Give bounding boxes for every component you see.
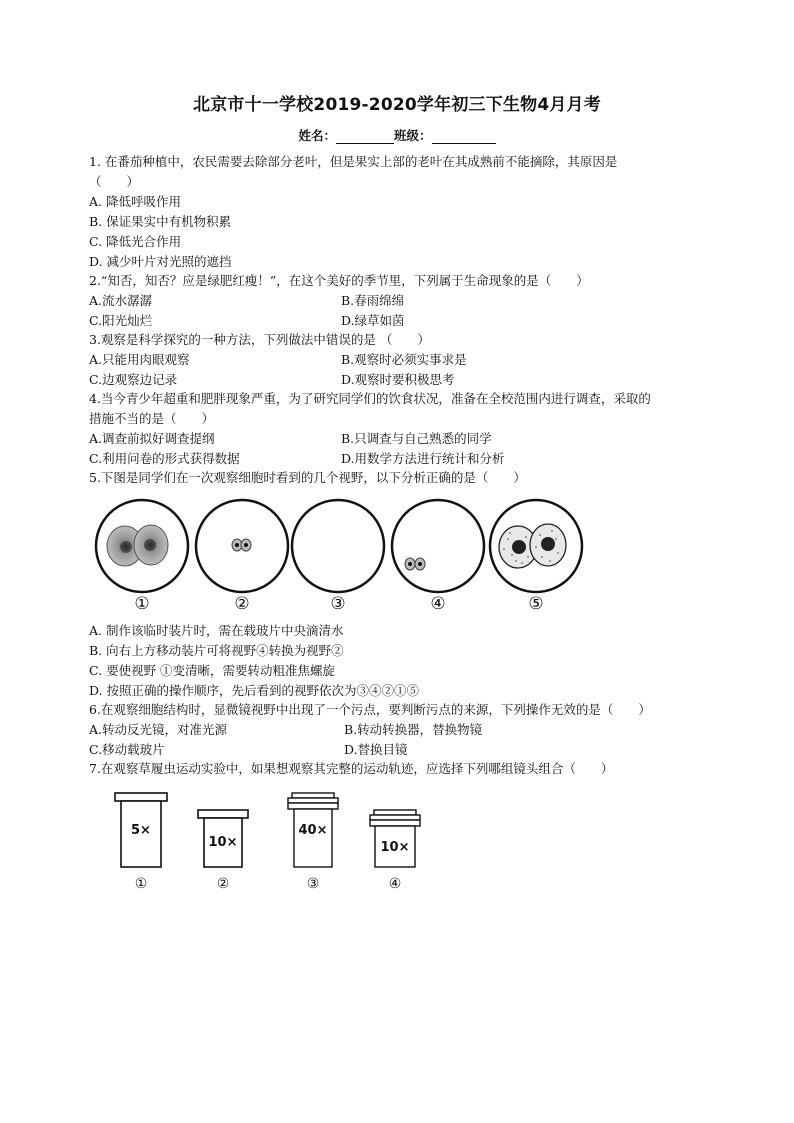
q3-option-a: A.只能用肉眼观察 [89,352,190,367]
q5-option-a: A. 制作该临时装片时，需在载玻片中央滴清水 [89,623,344,638]
q3-option-b: B.观察时必须实事求是 [341,352,467,367]
q1-option-d: D. 减少叶片对光照的遮挡 [89,254,232,269]
q6-option-c: C.移动载玻片 [89,742,165,757]
name-blank[interactable] [336,129,394,144]
q4-stem: 4.当今青少年超重和肥胖现象严重，为了研究同学们的饮食状况，准备在全校范围内进行调查，采取的 [89,391,651,406]
lens-2-label: ② [216,876,230,892]
view-3-empty [292,500,384,592]
lens-3-magnification: 40× [298,823,328,838]
lens-4-magnification: 10× [380,840,410,855]
page-title: 北京市十一学校2019-2020学年初三下生物4月月考 [193,95,601,115]
q4-stem-cont: 措施不当的是（ ） [89,411,215,426]
class-label: 班级： [394,128,432,143]
name-class-line [0,126,794,144]
q5-option-b: B. 向右上方移动装片可将视野④转换为视野② [89,643,344,658]
q5-figure [90,493,690,617]
q6-option-d: D.替换目镜 [344,742,408,757]
q1-option-a: A. 降低呼吸作用 [89,194,181,209]
view-4-label: ④ [430,594,446,614]
view-4-small-lower-left-cells [392,500,484,592]
q4-option-a: A.调查前拟好调查提纲 [89,431,215,446]
view-1-blurry-cells [96,500,188,592]
q6-option-a: A.转动反光镜，对准光源 [89,722,228,737]
q1-stem-cont: （ ） [89,174,140,189]
class-blank[interactable] [432,129,496,144]
q1-stem: 1. 在番茄种植中，农民需要去除部分老叶，但是果实上部的老叶在其成熟前不能摘除，其原因是 [89,154,618,169]
q5-stem: 5.下图是同学们在一次观察细胞时看到的几个视野，以下分析正确的是（ ） [89,470,526,485]
view-1-label: ① [134,594,150,614]
q2-option-b: B.春雨绵绵 [341,293,405,308]
q4-option-d: D.用数学方法进行统计和分析 [341,451,505,466]
q3-stem: 3.观察是科学探究的一种方法，下列做法中错误的是 （ ） [89,332,430,347]
q6-option-b: B.转动转换器，替换物镜 [344,722,483,737]
q1-option-c: C. 降低光合作用 [89,234,182,249]
lens-2-magnification: 10× [208,835,238,850]
q6-stem: 6.在观察细胞结构时，显微镜视野中出现了一个污点，要判断污点的来源，下列操作无效的是（ ） [89,702,651,717]
view-2-label: ② [234,594,250,614]
name-label: 姓名： [298,128,336,143]
q4-option-c: C.利用问卷的形式获得数据 [89,451,240,466]
lens-1-label: ① [134,876,148,892]
q2-option-d: D.绿草如茵 [341,313,405,328]
lens-3-label: ③ [306,876,320,892]
q4-option-b: B.只调查与自己熟悉的同学 [341,431,492,446]
q2-stem: 2.“知否，知否？应是绿肥红瘦！”，在这个美好的季节里，下列属于生命现象的是（ ） [89,273,589,288]
q5-option-d: D. 按照正确的操作顺序，先后看到的视野依次为③④②①⑤ [89,683,420,698]
q3-option-c: C.边观察边记录 [89,372,178,387]
lens-4-label: ④ [388,876,402,892]
view-2-small-center-cells [196,500,288,592]
q5-option-c: C. 要使视野 ①变清晰，需要转动粗准焦螺旋 [89,663,336,678]
q2-option-a: A.流水潺潺 [89,293,153,308]
view-3-label: ③ [330,594,346,614]
q7-lens-figure [110,790,430,895]
q7-stem: 7.在观察草履虫运动实验中，如果想观察其完整的运动轨迹，应选择下列哪组镜头组合（ ） [89,761,614,776]
q3-option-d: D.观察时要积极思考 [341,372,455,387]
lens-4-objective [370,810,420,867]
q2-option-c: C.阳光灿烂 [89,313,153,328]
lens-1-magnification: 5× [131,823,151,838]
q1-option-b: B. 保证果实中有机物积累 [89,214,232,229]
view-5-label: ⑤ [528,594,544,614]
view-5-clear-cells [490,500,582,592]
